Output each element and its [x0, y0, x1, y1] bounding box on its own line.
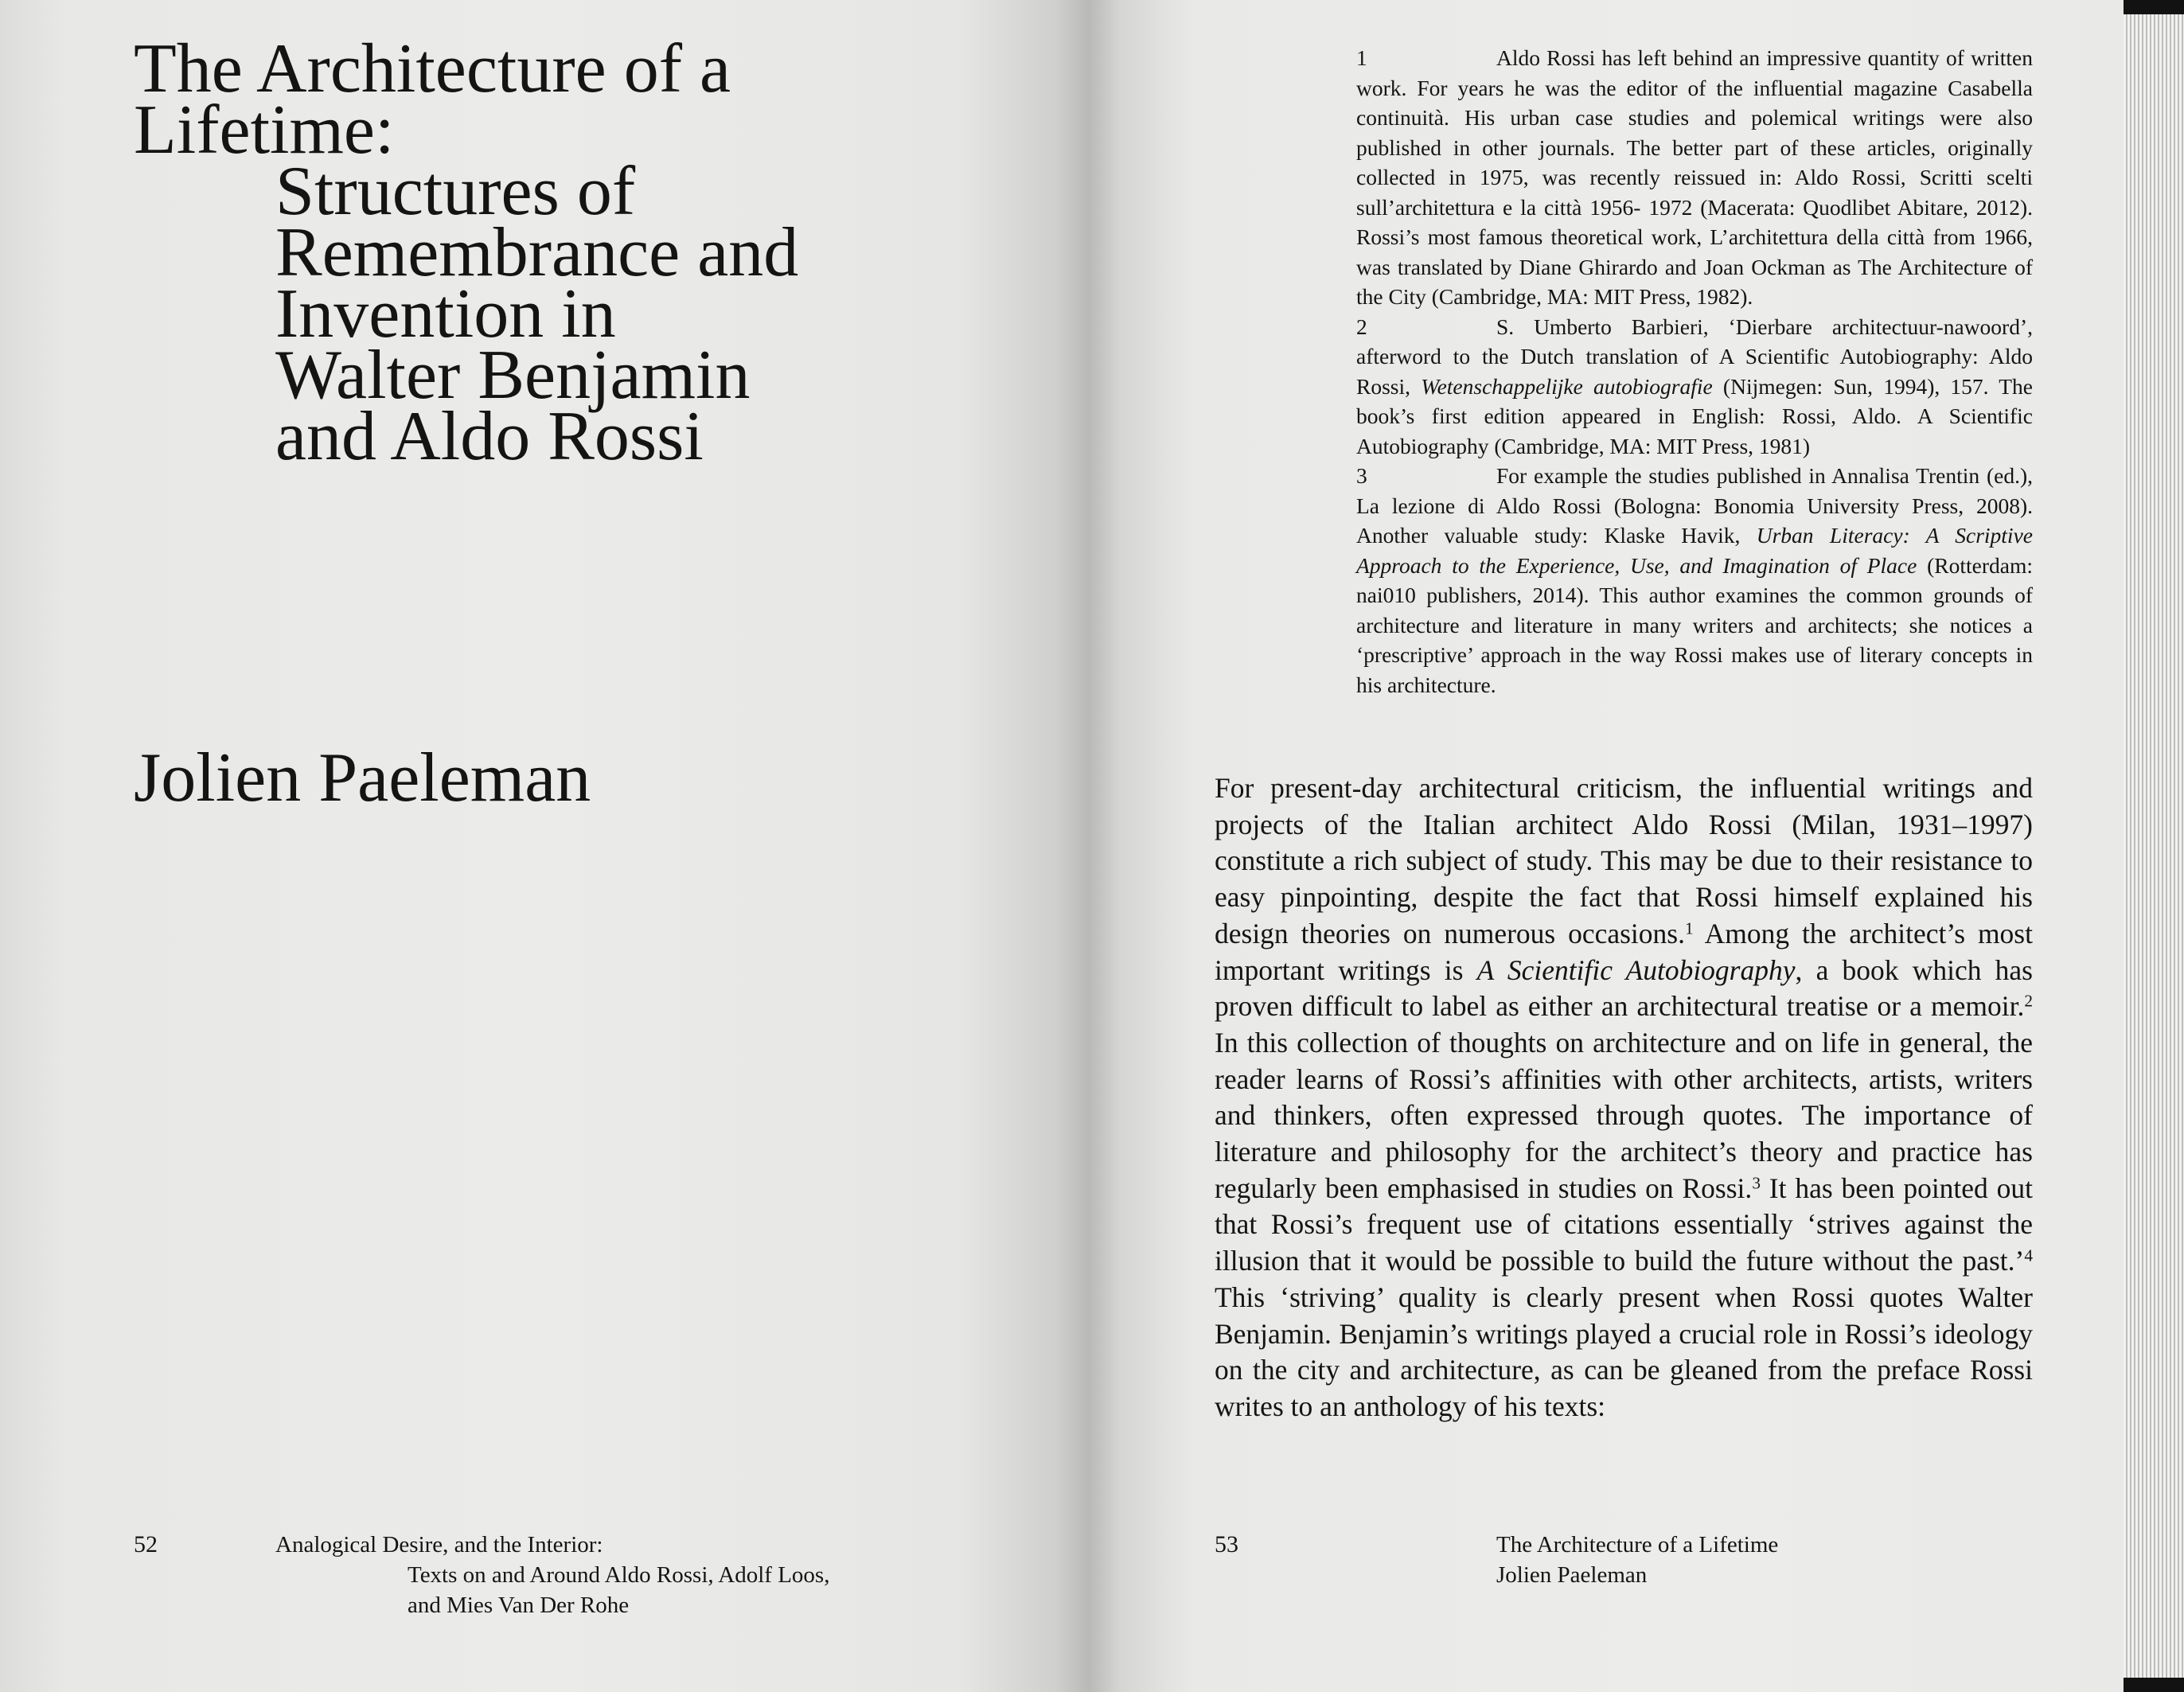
body-text-run: Among the architect’s most important writings is: [1215, 917, 2033, 986]
subtitle-line: Invention in: [275, 275, 616, 353]
body-text-run: This ‘striving’ quality is clearly present when Rossi quotes Walter Benjamin. Benjamin’s writings played a crucial role in Rossi’s ideology on the city and architecture, as can be gleaned from the preface Rossi writes to an anthology of his texts:: [1215, 1281, 2033, 1422]
author-name: Jolien Paeleman: [134, 739, 591, 817]
subtitle-line: and Aldo Rossi: [275, 398, 704, 475]
footnote-text-run: (Nijmegen: Sun, 1994), 157. The book’s first edition appeared in English: Rossi, Aldo. A Scientific Autobiography (Cambridge, MA: MIT Press, 1981): [1356, 373, 2034, 458]
footer-line: Jolien Paeleman: [1496, 1562, 1648, 1588]
footnote-text-run: S. Umberto Barbieri, ‘Dierbare architectuur-nawoord’, afterword to the Dutch translation of A Scientific Autobiography: Aldo Rossi,: [1356, 314, 2033, 399]
body-text-run: , a book which has proven difficult to label as either an architectural treatise or a memoir.: [1215, 953, 2033, 1023]
subtitle-line: Walter Benjamin: [275, 337, 751, 414]
footnote-reference: 3: [1752, 1173, 1761, 1193]
footnote-italic-run: Wetenschappelijke autobiografie: [1421, 373, 1713, 399]
footnote: [1356, 461, 2033, 700]
page-number-right: 53: [1215, 1531, 1238, 1557]
footer-line: Texts on and Around Aldo Rossi, Adolf Loos,: [408, 1562, 830, 1588]
footnote-text: [1356, 312, 2033, 462]
article-subtitle: [275, 153, 992, 475]
footnote-text-run: (Rotterdam: nai010 publishers, 2014). This author examines the common grounds of architecture and literature in many writers and architects; she notices a ‘prescriptive’ approach in the way Rossi makes use of literary concepts in his architecture.: [1356, 552, 2033, 697]
footnote-reference: 4: [2024, 1246, 2033, 1265]
footnote-text: [1356, 461, 2033, 700]
footnote: [1356, 312, 2033, 462]
footnote-italic-run: Urban Literacy: A Scriptive Approach to the Experience, Use, and Imagination of Place: [1356, 523, 2033, 578]
footnote-number: 2: [1356, 314, 1367, 339]
footnote: [1356, 43, 2033, 312]
body-text-run: It has been pointed out that Rossi’s frequent use of citations essentially ‘strives against the illusion that it would be possible to build the future without the past.’: [1215, 1172, 2034, 1277]
footer-line: Analogical Desire, and the Interior:: [275, 1532, 603, 1557]
subtitle-line: Remembrance and: [275, 214, 799, 291]
running-footer-right: [1496, 1530, 2053, 1590]
body-paragraph: [1215, 770, 2033, 1425]
footnotes: [1356, 43, 2033, 700]
title-line: The Architecture of a: [134, 30, 731, 107]
running-footer-left: [275, 1530, 912, 1620]
footer-line: The Architecture of a Lifetime: [1496, 1532, 1779, 1557]
book-title: A Scientific Autobiography: [1476, 953, 1796, 986]
footnote-text-run: Aldo Rossi has left behind an impressive quantity of written work. For years he was the editor of the influential magazine Casabella continuità. His urban case studies and polemical writings were also published in other journals. The better part of these articles, originally collected in 1975, was recently reissued in: Aldo Rossi, Scritti scelti sull’architettura e la città 1956- 1972 (Macerata: Quodlibet Abitare, 2012). Rossi’s most famous theoretical work, L’architettura della città from 1966, was translated by Diane Ghirardo and Joan Ockman as The Architecture of the City (Cambridge, MA: MIT Press, 1982).: [1356, 45, 2033, 309]
footnote-reference: 2: [2024, 991, 2033, 1011]
left-page: [0, 0, 1089, 1692]
body-text-run: For present-day architectural criticism, the influential writings and projects of the Italian architect Aldo Rossi (Milan, 1931–1997) constitute a rich subject of study. This may be due to their resistance to easy pinpointing, despite the fact that Rossi himself explained his design theories on numerous occasions.: [1215, 772, 2033, 949]
footnote-number: 3: [1356, 463, 1367, 488]
page-number-left: 52: [134, 1531, 158, 1557]
footnote-text-run: For example the studies published in Annalisa Trentin (ed.), La lezione di Aldo Rossi (Bologna: Bonomia University Press, 2008). Another valuable study: Klaske Havik,: [1356, 463, 2033, 548]
footnote-reference: 1: [1684, 918, 1694, 938]
article-title: [134, 30, 1009, 169]
title-line: Lifetime:: [134, 92, 395, 169]
footnote-text: [1356, 43, 2033, 312]
body-text-run: In this collection of thoughts on architecture and on life in general, the reader learns of Rossi’s affinities with other architects, artists, writers and thinkers, often expressed through quotes. The importance of literature and philosophy for the architect’s theory and practice has regularly been emphasised in studies on Rossi.: [1215, 1026, 2033, 1204]
page-edges: [2124, 14, 2184, 1678]
footer-line: and Mies Van Der Rohe: [408, 1593, 630, 1618]
subtitle-line: Structures of: [275, 153, 636, 230]
footnote-number: 1: [1356, 45, 1367, 70]
